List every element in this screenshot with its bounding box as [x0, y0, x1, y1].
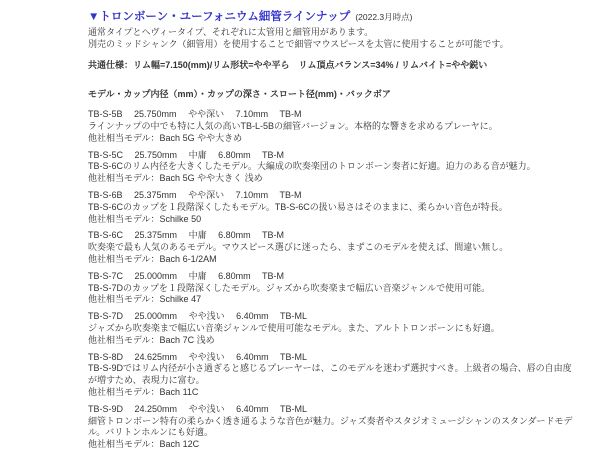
model-name: TB-S-6C — [88, 230, 124, 241]
model-description: TB-S-6Cのリム内径を大きくしたモデル。大編成の吹奏楽団のトロンボーン奏者に好適。迫力のある音が魅力。 — [88, 161, 536, 172]
model-list — [88, 109, 582, 451]
model-throat-diameter: 6.40mm — [236, 351, 269, 362]
model-section — [88, 109, 580, 144]
title-date-note: (2022.3月時点) — [355, 12, 413, 22]
model-name: TB-S-7C — [88, 270, 124, 281]
intro-line-2: 別売のミッドシャンク（細管用）を使用することで細管マウスピースを太管に使用することが可能です。 — [88, 38, 509, 49]
model-description: TB-S-9Dではリム内径が小さ過ぎると感じるプレーヤーは、このモデルを迷わず選択すべき。上級者の場合、唇の自由度が増すため、表現力に富む。 — [88, 363, 572, 386]
model-section — [88, 404, 580, 451]
model-backbore: TB-ML — [279, 351, 307, 362]
model-backbore: TB-M — [279, 189, 302, 200]
model-description: ジャズから吹奏楽まで幅広い音楽ジャンルで使用可能なモデル。また、アルトトロンボーンにも好適。 — [88, 322, 500, 333]
page-title: ▼トロンボーン・ユーフォニウム細管ラインナップ — [88, 11, 351, 23]
model-equivalent: 他社相当モデル：Bach 11C — [88, 386, 199, 397]
model-throat-diameter: 6.40mm — [236, 311, 269, 322]
model-throat-diameter: 6.80mm — [218, 230, 251, 241]
model-cup-depth: 中庸 — [188, 230, 207, 241]
model-spec-line — [88, 150, 580, 162]
model-backbore: TB-ML — [279, 311, 307, 322]
model-equivalent: 他社相当モデル：Bach 12C — [88, 439, 200, 450]
model-equivalent: 他社相当モデル：Bach 5G やや大きめ — [88, 132, 243, 143]
model-throat-diameter: 6.80mm — [218, 149, 251, 160]
model-cup-depth: 中庸 — [188, 270, 207, 281]
model-name: TB-S-9D — [88, 403, 124, 414]
model-section — [88, 150, 580, 185]
model-cup-diameter: 25.375mm — [134, 230, 178, 241]
model-throat-diameter: 6.80mm — [218, 270, 251, 281]
model-description: ラインナップの中でも特に人気の高いTB-L-5Bの細管バージョン。本格的な響きを求めるプレーヤに。 — [88, 120, 498, 131]
model-cup-diameter: 24.625mm — [134, 351, 178, 362]
model-cup-diameter: 25.375mm — [134, 189, 177, 200]
model-section — [88, 230, 580, 265]
model-cup-depth: やや浅い — [188, 351, 225, 362]
model-cup-depth: やや深い — [188, 109, 225, 120]
model-cup-depth: やや深い — [188, 189, 225, 200]
model-cup-diameter: 25.750mm — [134, 109, 177, 120]
model-backbore: TB-M — [261, 230, 284, 241]
model-cup-depth: やや浅い — [188, 403, 225, 414]
model-cup-diameter: 25.000mm — [134, 311, 178, 322]
model-backbore: TB-M — [279, 109, 302, 120]
model-backbore: TB-M — [261, 270, 284, 281]
model-name: TB-S-7D — [88, 311, 124, 322]
intro-line-1: 通常タイプとヘヴィータイプ、それぞれに太管用と細管用があります。 — [88, 27, 374, 37]
model-cup-depth: やや浅い — [188, 311, 225, 322]
model-throat-diameter: 7.10mm — [235, 189, 269, 200]
model-name: TB-S-6B — [88, 189, 123, 200]
model-throat-diameter: 7.10mm — [235, 109, 269, 120]
model-equivalent: 他社相当モデル：Schilke 47 — [88, 294, 202, 305]
model-backbore: TB-M — [261, 149, 284, 160]
model-description: 細管トロンボーン特有の柔らかく透き通るような音色が魅力。ジャズ奏者やスタジオミュージシャンのスタンダードモデル。バリトンホルンにも好適。 — [88, 415, 573, 438]
model-spec-line — [88, 404, 580, 416]
model-description: TB-S-7Dのカップを１段階深くしたモデル。ジャズから吹奏楽まで幅広い音楽ジャンルで使用可能。 — [88, 282, 491, 293]
title-row — [88, 9, 582, 24]
model-equivalent: 他社相当モデル：Bach 6-1/2AM — [88, 253, 217, 264]
model-name: TB-S-5B — [88, 109, 123, 120]
model-throat-diameter: 6.40mm — [236, 403, 269, 414]
model-description: TB-S-6Cのカップを１段階深くしたもモデル。TB-S-6Cの扱い易さはそのままに、柔らかい音色が特長。 — [88, 201, 508, 212]
model-equivalent: 他社相当モデル：Bach 7C 浅め — [88, 334, 215, 345]
model-spec-line — [88, 352, 580, 364]
model-cup-diameter: 25.000mm — [134, 270, 178, 281]
common-spec-line: 共通仕様：リム幅=7.150(mm)/リム形状=やや平ら リム頂点バランス=34% / リムバイト=やや鋭い — [88, 59, 488, 70]
model-equivalent: 他社相当モデル：Schilke 50 — [88, 213, 202, 224]
model-backbore: TB-ML — [279, 403, 307, 414]
model-section — [88, 271, 580, 306]
model-cup-depth: 中庸 — [188, 149, 207, 160]
model-section — [88, 352, 580, 399]
model-cup-diameter: 25.750mm — [134, 149, 178, 160]
model-cup-diameter: 24.250mm — [134, 403, 178, 414]
model-section — [88, 311, 580, 346]
model-name: TB-S-5C — [88, 149, 124, 160]
model-description: 吹奏楽で最も人気のあるモデル。マウスピース選びに迷ったら、まずこのモデルを使えば、間違い無し。 — [88, 242, 509, 253]
model-spec-line — [88, 271, 580, 283]
model-spec-line — [88, 109, 580, 121]
model-spec-line — [88, 311, 580, 323]
model-spec-line — [88, 230, 580, 242]
columns-header-line: モデル・カップ内径（mm）・カップの深さ・スロート径(mm)・バックボア — [88, 89, 391, 100]
model-section — [88, 190, 580, 225]
model-equivalent: 他社相当モデル：Bach 5G やや大きく 浅め — [88, 173, 263, 184]
model-spec-line — [88, 190, 580, 202]
model-name: TB-S-8D — [88, 351, 124, 362]
